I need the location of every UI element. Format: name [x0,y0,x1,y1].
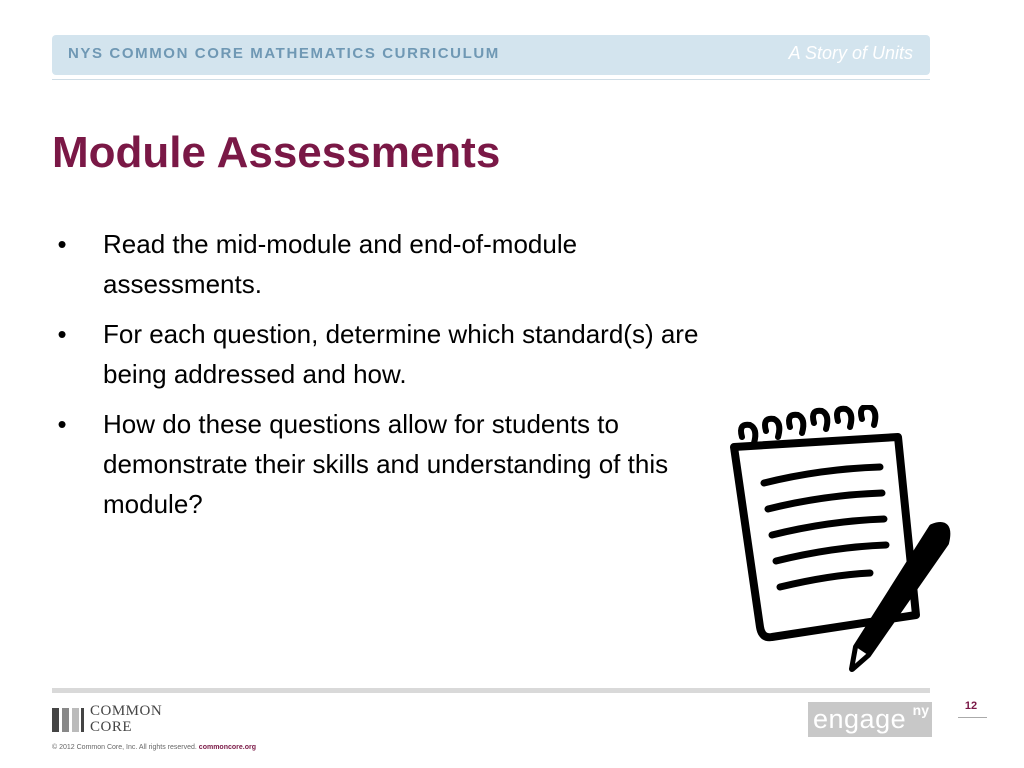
engage-wordmark: engage [813,704,907,734]
logo-line-2: CORE [90,719,133,735]
page-number: 12 [964,700,978,712]
notepad-pencil-icon [720,405,960,675]
page-number-underline [958,717,987,718]
engage-ny-wordmark: ny [912,702,929,718]
bullet-marker: • [57,409,67,439]
slide-title: Module Assessments [52,128,501,177]
footer-divider [52,688,930,693]
bullet-list [52,224,702,534]
copyright-notice [52,744,256,751]
common-core-wordmark [90,703,162,735]
copyright-text: © 2012 Common Core, Inc. All rights reserved. [52,744,197,751]
story-label: A Story of Units [788,43,913,63]
bullet-item [52,404,702,524]
bullet-marker: • [57,319,67,349]
copyright-site-link[interactable]: commoncore.org [198,744,256,751]
curriculum-label: NYS COMMON CORE MATHEMATICS CURRICULUM [68,45,500,62]
header-divider [52,79,930,80]
engageny-logo [808,702,932,737]
bullet-text: How do these questions allow for students to demonstrate their skills and understanding of this module? [103,409,669,519]
bullet-text: For each question, determine which standard(s) are being addressed and how. [103,319,699,389]
bullet-text: Read the mid-module and end-of-module assessments. [103,229,578,299]
bullet-item [52,224,702,304]
bullet-marker: • [57,229,67,259]
bullet-item [52,314,702,394]
logo-line-1: COMMON [90,703,163,719]
